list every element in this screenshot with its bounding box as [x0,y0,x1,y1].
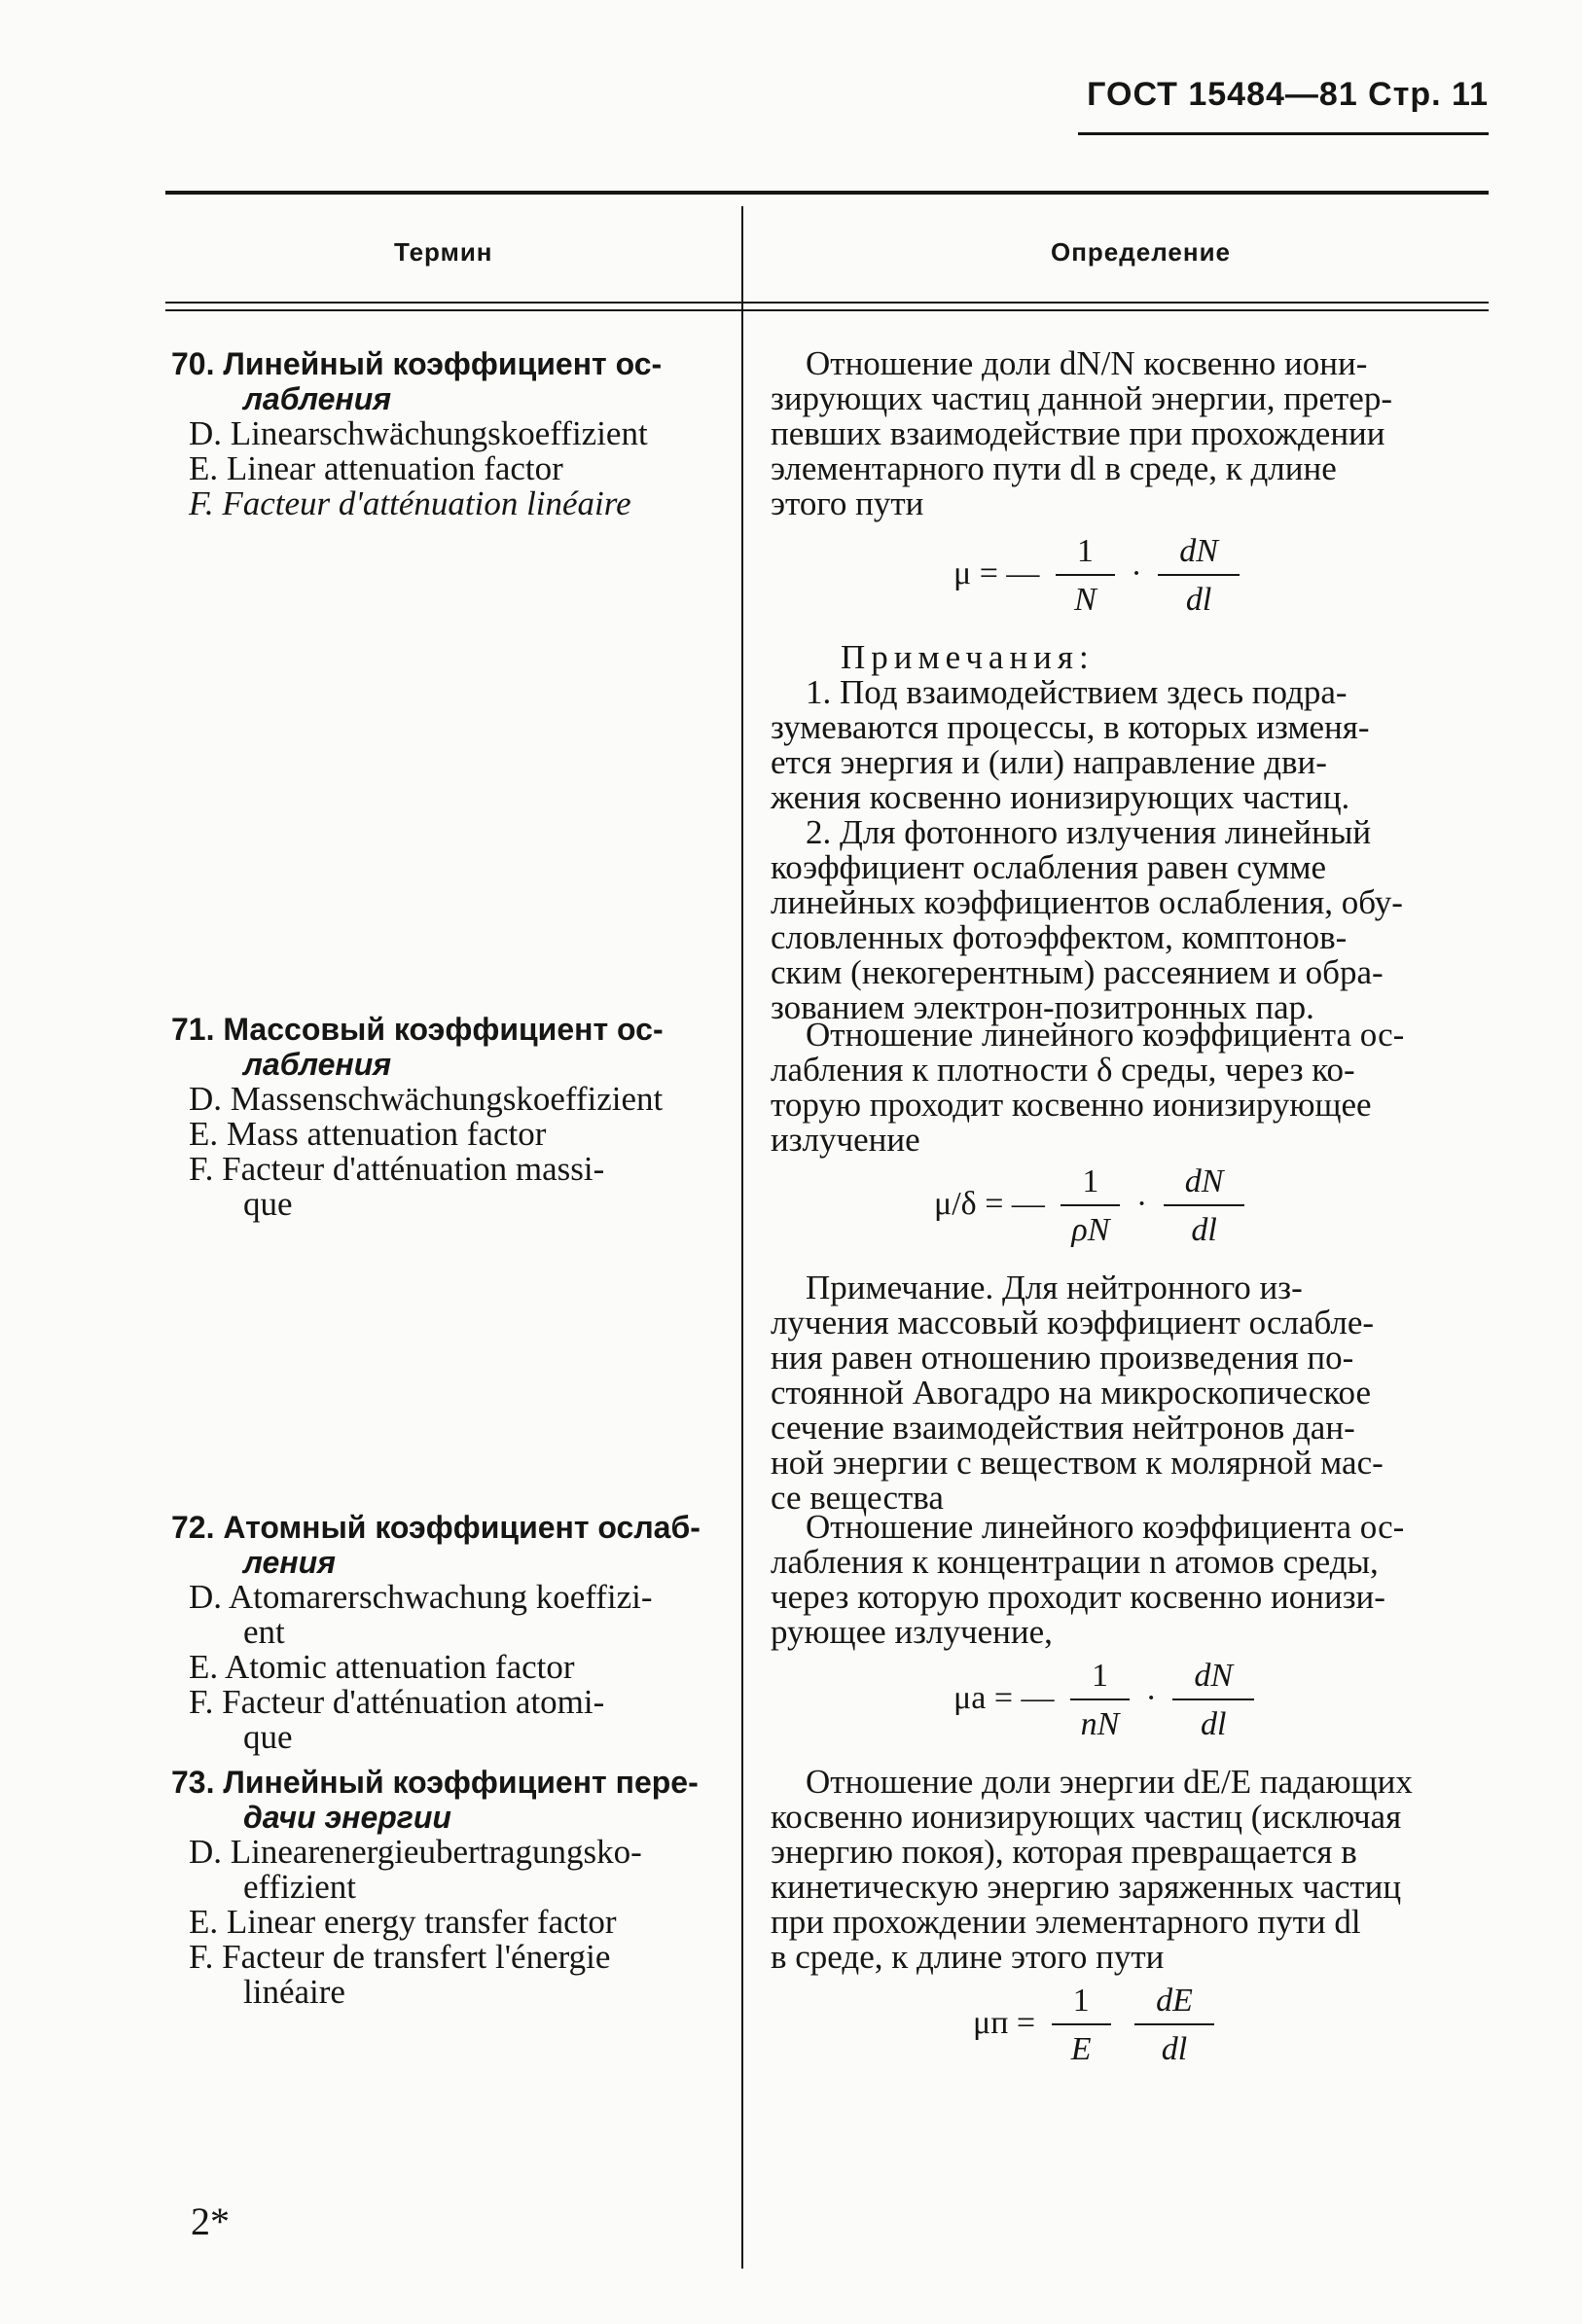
term-de: D. Atomarerschwachung koeffizi- [189,1578,653,1616]
definition-line: косвенно ионизирующих частиц (исключая [771,1798,1402,1836]
definition-line: рующее излучение, [771,1613,1053,1651]
note-line: жения косвенно ионизирующих частиц. [771,778,1350,816]
formula-70 [953,533,1247,619]
definition-73 [771,1765,1491,1975]
definition-line: Отношение линейного коэффициента ос- [806,1508,1405,1546]
term-fr: F. Facteur d'atténuation linéaire [189,484,631,522]
formula-73 [973,1983,1222,2068]
formula-lhs: μ = — [953,554,1040,591]
note-line: ским (некогерентным) рассеянием и обра- [771,953,1384,991]
page-footer-mark: 2* [191,2199,230,2243]
term-title-cont: лабления [243,1047,392,1082]
fraction [1134,1983,1214,2068]
formula-71 [934,1163,1252,1249]
term-en: E. Linear attenuation factor [189,449,563,487]
term-fr: F. Facteur d'atténuation massi- [189,1150,605,1188]
header-rule [1078,132,1489,135]
fraction [1164,1163,1245,1249]
definition-line: торую проходит косвенно ионизирующее [771,1086,1372,1124]
column-header-term: Термин [394,237,493,267]
note-line: Примечание. Для нейтронного из- [806,1269,1303,1306]
note-line: 2. Для фотонного излучения линейный [806,813,1372,851]
numerator: 1 [1070,1658,1130,1700]
term-de-cont: effizient [243,1868,356,1906]
definition-line: при прохождении элементарного пути dl [771,1903,1361,1941]
definition-71 [771,1018,1491,1158]
term-title: 70. Линейный коэффициент ос- [171,346,663,381]
fraction [1061,1163,1120,1249]
term-entry-70 [171,346,721,521]
table-head-rule-1 [165,302,1489,304]
denominator: dl [1200,1706,1227,1742]
denominator: dl [1191,1212,1217,1248]
note-line: стоянной Авогадро на микроскопическое [771,1374,1371,1412]
numerator: 1 [1052,1983,1111,2025]
notes-70 [771,640,1491,1025]
note-71 [771,1270,1491,1516]
numerator: dN [1172,1658,1254,1700]
term-en: E. Mass attenuation factor [189,1115,547,1153]
note-line: се вещества [771,1479,944,1517]
definition-line: излучение [771,1121,920,1159]
definition-line: в среде, к длине этого пути [771,1938,1165,1976]
note-line: 1. Под взаимодействием здесь подра- [806,673,1348,711]
denominator: E [1070,2031,1092,2067]
term-title: 71. Массовый коэффициент ос- [171,1012,664,1047]
term-en: E. Linear energy transfer factor [189,1903,617,1941]
dot-operator: · [1145,1679,1157,1716]
definition-line: этого пути [771,484,924,522]
definition-line: певших взаимодействие при прохождении [771,414,1385,452]
note-line: словленных фотоэффектом, комптонов- [771,918,1348,956]
term-title: 73. Линейный коэффициент пере- [171,1765,699,1800]
column-divider [741,206,743,2269]
definition-line: Отношение линейного коэффициента ос- [806,1016,1405,1054]
definition-line: Отношение доли энергии dE/E падающих [806,1763,1413,1801]
definition-70 [771,346,1491,521]
term-fr-cont: que [243,1718,293,1756]
note-line: зованием электрон-позитронных пар. [771,988,1314,1026]
denominator: N [1074,582,1097,618]
numerator: dE [1134,1983,1214,2025]
term-de: D. Massenschwächungskoeffizient [189,1080,664,1118]
term-fr-cont: linéaire [243,1973,345,2011]
term-title: 72. Атомный коэффициент ослаб- [171,1510,701,1545]
column-header-definition: Определение [1051,237,1232,267]
term-title-cont: лабления [243,381,392,416]
page-header: ГОСТ 15484—81 Стр. 11 [1087,76,1489,113]
term-de: D. Linearenergieubertragungsko- [189,1833,642,1871]
table-top-rule [165,191,1489,195]
note-line: сечение взаимодействия нейтронов дан- [771,1409,1355,1447]
dot-operator: · [1131,554,1142,591]
fraction [1158,533,1240,619]
note-line: ной энергии с веществом к молярной мас- [771,1444,1384,1482]
fraction [1052,1983,1111,2068]
definition-line: лабления к плотности δ среды, через ко- [771,1051,1355,1089]
definition-line: элементарного пути dl в среде, к длине [771,449,1337,487]
term-en: E. Atomic attenuation factor [189,1648,575,1686]
formula-lhs: μ/δ = — [934,1185,1045,1222]
term-fr-cont: que [243,1185,293,1223]
dot-operator: · [1135,1185,1148,1222]
denominator: nN [1080,1706,1120,1742]
denominator: dl [1185,582,1212,618]
term-fr: F. Facteur d'atténuation atomi- [189,1683,605,1721]
term-de-cont: ent [243,1613,285,1651]
numerator: 1 [1061,1163,1120,1206]
term-de: D. Linearschwächungskoeffizient [189,414,648,452]
definition-72 [771,1510,1491,1650]
formula-72 [953,1658,1262,1743]
term-fr: F. Facteur de transfert l'énergie [189,1938,611,1976]
note-line: лучения массовый коэффициент ослабле- [771,1304,1375,1341]
note-line: ния равен отношению произведения по- [771,1339,1354,1377]
fraction [1172,1658,1254,1743]
table-head-rule-2 [165,309,1489,311]
formula-lhs: μa = — [953,1679,1055,1716]
definition-line: лабления к концентрации n атомов среды, [771,1543,1379,1581]
note-line: ется энергия и (или) направление дви- [771,743,1327,781]
numerator: 1 [1056,533,1115,576]
definition-line: через которую проходит косвенно ионизи- [771,1578,1385,1616]
denominator: dl [1161,2031,1188,2067]
term-entry-71 [171,1012,721,1222]
fraction [1056,533,1115,619]
definition-line: кинетическую энергию заряженных частиц [771,1868,1402,1906]
numerator: dN [1164,1163,1245,1206]
numerator: dN [1158,533,1240,576]
term-entry-72 [171,1510,721,1755]
term-entry-73 [171,1765,721,2010]
definition-line: энергию покоя), которая превращается в [771,1833,1357,1871]
note-line: линейных коэффициентов ослабления, обу- [771,883,1403,921]
formula-lhs: μп = [973,2004,1036,2041]
term-title-cont: дачи энергии [243,1800,451,1835]
notes-heading: Примечания: [841,638,1095,676]
definition-line: зирующих частиц данной энергии, претер- [771,379,1392,417]
definition-line: Отношение доли dN/N косвенно иони- [806,344,1368,382]
fraction [1070,1658,1130,1743]
note-line: зумеваются процессы, в которых изменя- [771,708,1370,746]
note-line: коэффициент ослабления равен сумме [771,848,1327,886]
denominator: ρN [1071,1212,1110,1248]
term-title-cont: ления [243,1545,336,1580]
